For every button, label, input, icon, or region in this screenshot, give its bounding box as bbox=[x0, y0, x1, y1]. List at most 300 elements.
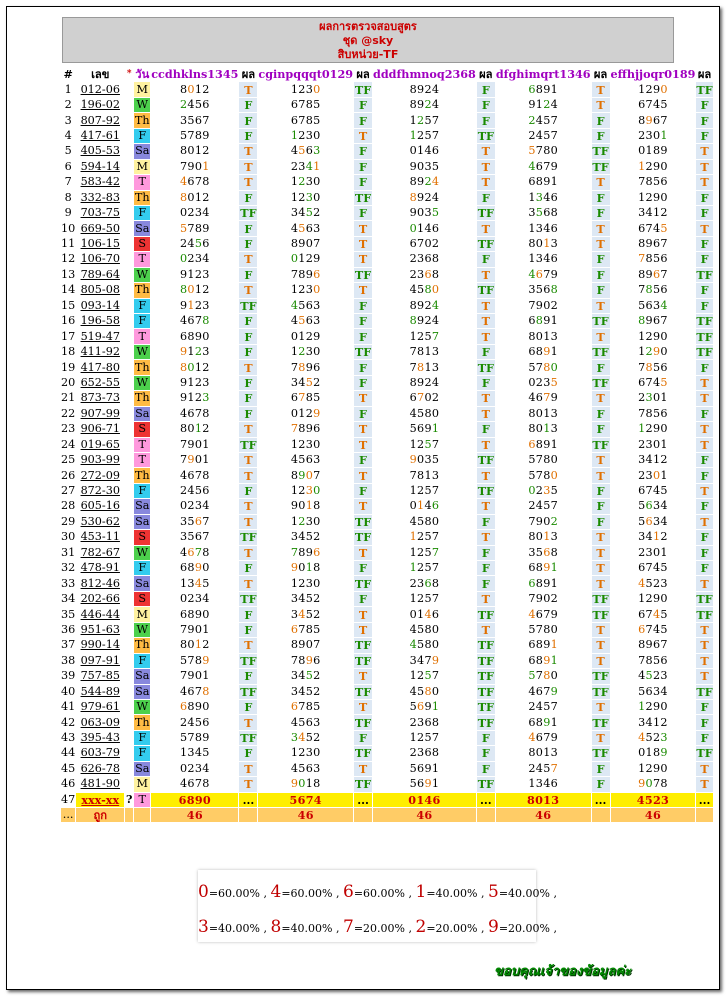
row-day: S bbox=[134, 422, 150, 436]
formula-digits: 0146 bbox=[373, 607, 476, 621]
formula-digits: 9123 bbox=[151, 391, 238, 405]
formula-digits: 8967 bbox=[611, 113, 696, 127]
formula-digits: 8924 bbox=[373, 98, 476, 112]
row-number: 605-16 bbox=[76, 499, 124, 513]
formula-result: T bbox=[592, 82, 610, 96]
row-mark bbox=[125, 623, 133, 637]
formula-result: F bbox=[354, 175, 372, 189]
row-number: 478-91 bbox=[76, 561, 124, 575]
col-result-1: ผล bbox=[239, 67, 257, 81]
row-day: Sa bbox=[135, 499, 150, 513]
formula-result: F bbox=[696, 546, 712, 560]
formula-result: T bbox=[239, 576, 257, 590]
formula-digits: 6745 bbox=[611, 376, 696, 390]
formula-digits: 3452 bbox=[258, 530, 353, 544]
formula-result: F bbox=[696, 206, 712, 220]
formula-digits: 8907 bbox=[258, 468, 353, 482]
formula-digits: 4580 bbox=[373, 283, 476, 297]
formula-digits: 1230 bbox=[258, 515, 353, 529]
formula-result: F bbox=[239, 237, 257, 251]
formula-result: F bbox=[592, 422, 610, 436]
formula-digits: 7902 bbox=[496, 515, 591, 529]
formula-result: T bbox=[354, 499, 372, 513]
formula-digits: 1346 bbox=[496, 191, 591, 205]
formula-digits: 5691 bbox=[373, 777, 476, 791]
formula-result: TF bbox=[592, 437, 609, 452]
formula-result: F bbox=[592, 360, 610, 374]
formula-result: T bbox=[354, 762, 372, 776]
stat-separator: , bbox=[477, 922, 488, 935]
formula-result: TF bbox=[354, 530, 372, 545]
col-day: วัน bbox=[135, 67, 150, 82]
formula-digits: 4580 bbox=[373, 407, 476, 421]
stat-percent: =20.00% bbox=[426, 922, 478, 935]
row-number: 332-83 bbox=[76, 191, 124, 205]
table-row bbox=[61, 299, 713, 313]
row-day: Sa bbox=[135, 514, 150, 528]
formula-digits: 9018 bbox=[258, 777, 353, 791]
stat-percent: =60.00% bbox=[353, 887, 405, 900]
formula-result: T bbox=[354, 221, 372, 235]
row-index: 15 bbox=[61, 298, 76, 312]
formula-digits: 1346 bbox=[496, 777, 591, 791]
formula-result: F bbox=[354, 98, 372, 112]
row-day: Th bbox=[134, 468, 150, 482]
formula-digits: 8013 bbox=[496, 746, 591, 760]
formula-result: TF bbox=[477, 607, 494, 622]
row-mark bbox=[125, 299, 133, 313]
stat-separator: , bbox=[550, 887, 557, 900]
row-day: Sa bbox=[135, 684, 150, 698]
formula-digits: 2457 bbox=[496, 113, 591, 127]
formula-digits: 4678 bbox=[151, 314, 238, 328]
formula-digits: 8924 bbox=[373, 376, 476, 390]
formula-result: TF bbox=[477, 128, 494, 143]
formula-result: T bbox=[592, 453, 610, 467]
stat-separator: , bbox=[260, 922, 271, 935]
formula-result: F bbox=[696, 252, 712, 266]
summary-count: 46 bbox=[258, 808, 353, 822]
formula-result: TF bbox=[240, 530, 257, 545]
formula-result: F bbox=[239, 129, 257, 143]
row-number: 669-50 bbox=[76, 221, 124, 235]
row-index: 22 bbox=[61, 406, 76, 420]
formula-result: TF bbox=[592, 144, 609, 159]
formula-result: T bbox=[239, 715, 257, 729]
formula-result: F bbox=[239, 191, 257, 205]
row-mark bbox=[125, 283, 133, 297]
formula-result: T bbox=[696, 777, 712, 791]
formula-result: F bbox=[696, 407, 712, 421]
formula-digits: 5634 bbox=[611, 685, 696, 699]
table-row bbox=[61, 345, 713, 359]
row-index: 10 bbox=[61, 221, 76, 235]
row-day: Th bbox=[134, 360, 150, 374]
row-index: 43 bbox=[61, 731, 76, 745]
formula-result: F bbox=[239, 700, 257, 714]
formula-result: T bbox=[696, 654, 712, 668]
formula-digits: 4563 bbox=[258, 221, 353, 235]
row-number: 594-14 bbox=[76, 160, 124, 174]
formula-result: TF bbox=[477, 638, 494, 653]
formula-result: T bbox=[592, 329, 610, 343]
formula-digits: 4580 bbox=[373, 515, 476, 529]
formula-digits: 1257 bbox=[373, 546, 476, 560]
formula-digits: 7901 bbox=[151, 623, 238, 637]
row-mark bbox=[125, 438, 133, 452]
formula-result: TF bbox=[592, 592, 609, 607]
table-row bbox=[61, 98, 713, 112]
formula-result: T bbox=[239, 283, 257, 297]
row-index: 8 bbox=[61, 191, 75, 205]
formula-result: T bbox=[696, 669, 712, 683]
formula-result: F bbox=[239, 407, 257, 421]
row-index: 16 bbox=[61, 314, 76, 328]
row-number: 272-09 bbox=[76, 468, 124, 482]
formula-digits: 8013 bbox=[496, 422, 591, 436]
row-index: 30 bbox=[61, 530, 76, 544]
formula-result: F bbox=[592, 206, 610, 220]
formula-result: F bbox=[696, 191, 712, 205]
formula-digits: 3567 bbox=[151, 113, 238, 127]
row-day: W bbox=[134, 623, 150, 637]
row-mark bbox=[125, 515, 133, 529]
formula-result: T bbox=[477, 592, 495, 606]
formula-result: F bbox=[477, 252, 495, 266]
prediction-digits: 8013 bbox=[496, 793, 591, 807]
header-mode: สิบหน่วย-TF bbox=[337, 48, 399, 61]
row-number: 097-91 bbox=[76, 654, 124, 668]
row-mark bbox=[125, 576, 133, 590]
formula-digits: 7896 bbox=[258, 268, 353, 282]
table-row bbox=[61, 468, 713, 482]
formula-result: TF bbox=[354, 267, 372, 282]
formula-result: TF bbox=[240, 731, 257, 746]
formula-digits: 9123 bbox=[151, 345, 238, 359]
row-number: 196-58 bbox=[76, 314, 124, 328]
formula-result: F bbox=[696, 98, 712, 112]
row-number: 405-53 bbox=[76, 144, 124, 158]
row-day: S bbox=[134, 592, 150, 606]
formula-digits: 5780 bbox=[496, 669, 591, 683]
row-day: M bbox=[134, 777, 150, 791]
formula-digits: 8924 bbox=[373, 191, 476, 205]
row-day: T bbox=[134, 793, 150, 807]
formula-digits: 4563 bbox=[258, 715, 353, 729]
formula-result: TF bbox=[354, 653, 372, 668]
summary-first: ... bbox=[62, 808, 74, 822]
formula-result: T bbox=[477, 175, 495, 189]
header-set: ชุด @sky bbox=[342, 34, 394, 47]
formula-digits: 2456 bbox=[151, 98, 238, 112]
row-mark bbox=[125, 82, 133, 96]
row-day: W bbox=[134, 376, 150, 390]
table-row bbox=[61, 407, 713, 421]
formula-digits: 1346 bbox=[496, 221, 591, 235]
row-index: 37 bbox=[61, 638, 76, 652]
stat-percent: =40.00% bbox=[426, 887, 478, 900]
formula-result: T bbox=[354, 391, 372, 405]
table-row bbox=[61, 129, 713, 143]
table-row bbox=[61, 237, 713, 251]
row-day: M bbox=[134, 607, 150, 621]
table-row bbox=[61, 206, 713, 220]
formula-digits: 2457 bbox=[496, 499, 591, 513]
formula-digits: 6785 bbox=[258, 98, 353, 112]
formula-result: F bbox=[477, 515, 495, 529]
row-number: 583-42 bbox=[76, 175, 124, 189]
table-row bbox=[61, 191, 713, 205]
formula-digits: 8924 bbox=[373, 175, 476, 189]
summary-blank bbox=[592, 808, 610, 822]
formula-result: T bbox=[696, 391, 712, 405]
row-number: 063-09 bbox=[76, 715, 124, 729]
results-table bbox=[60, 66, 714, 823]
formula-result: TF bbox=[477, 484, 494, 499]
formula-digits: 1257 bbox=[373, 129, 476, 143]
formula-result: F bbox=[696, 283, 712, 297]
stat-separator: , bbox=[405, 922, 416, 935]
row-day: M bbox=[134, 160, 150, 174]
row-number: 603-79 bbox=[76, 746, 124, 760]
row-number: 872-30 bbox=[76, 484, 124, 498]
table-row bbox=[61, 762, 713, 776]
formula-digits: 4580 bbox=[373, 623, 476, 637]
row-number: 544-89 bbox=[76, 685, 124, 699]
formula-result: F bbox=[696, 468, 712, 482]
formula-digits: 4678 bbox=[151, 685, 238, 699]
formula-digits: 6890 bbox=[151, 700, 238, 714]
row-day: T bbox=[134, 329, 150, 343]
formula-result: T bbox=[592, 391, 610, 405]
formula-result: T bbox=[696, 623, 712, 637]
formula-result: T bbox=[696, 221, 712, 235]
row-index: 3 bbox=[61, 113, 75, 127]
formula-result: F bbox=[354, 592, 372, 606]
prediction-result: ... bbox=[354, 793, 372, 807]
row-mark bbox=[125, 731, 133, 745]
formula-digits: 5789 bbox=[151, 129, 238, 143]
formula-result: T bbox=[696, 762, 712, 776]
row-mark bbox=[125, 638, 133, 652]
formula-digits: 1257 bbox=[373, 669, 476, 683]
table-row bbox=[61, 685, 713, 699]
row-mark bbox=[125, 685, 133, 699]
formula-result: F bbox=[696, 129, 712, 143]
formula-digits: 9123 bbox=[151, 376, 238, 390]
formula-result: F bbox=[239, 329, 257, 343]
formula-digits: 5691 bbox=[373, 762, 476, 776]
formula-result: TF bbox=[354, 746, 372, 761]
formula-digits: 3452 bbox=[258, 206, 353, 220]
formula-result: F bbox=[477, 561, 495, 575]
formula-digits: 0129 bbox=[258, 407, 353, 421]
formula-result: T bbox=[592, 731, 610, 745]
formula-result: TF bbox=[592, 746, 609, 761]
row-day: T bbox=[134, 252, 150, 266]
row-mark bbox=[125, 669, 133, 683]
row-mark bbox=[125, 468, 133, 482]
prediction-result: ... bbox=[592, 793, 610, 807]
summary-blank bbox=[134, 808, 150, 822]
row-number: 805-08 bbox=[76, 283, 124, 297]
row-number: 757-85 bbox=[76, 669, 124, 683]
formula-digits: 4678 bbox=[151, 777, 238, 791]
formula-digits: 2456 bbox=[151, 484, 238, 498]
row-day: T bbox=[134, 453, 150, 467]
digit-stats-panel bbox=[198, 870, 557, 942]
formula-digits: 4678 bbox=[151, 175, 238, 189]
formula-digits: 2341 bbox=[258, 160, 353, 174]
row-mark bbox=[125, 407, 133, 421]
formula-result: T bbox=[239, 252, 257, 266]
formula-digits: 7856 bbox=[611, 283, 696, 297]
formula-digits: 6891 bbox=[496, 175, 591, 189]
row-number: 395-43 bbox=[76, 731, 124, 745]
row-day: W bbox=[134, 98, 150, 112]
formula-digits: 1290 bbox=[611, 592, 696, 606]
row-index: 4 bbox=[61, 129, 75, 143]
formula-result: T bbox=[592, 237, 610, 251]
formula-result: TF bbox=[592, 684, 609, 699]
row-index: 11 bbox=[61, 237, 76, 251]
formula-result: F bbox=[239, 746, 257, 760]
formula-digits: 4580 bbox=[373, 638, 476, 652]
formula-result: TF bbox=[354, 684, 372, 699]
row-mark bbox=[125, 160, 133, 174]
formula-result: TF bbox=[354, 777, 372, 792]
row-index: 17 bbox=[61, 329, 76, 343]
formula-digits: 9035 bbox=[373, 206, 476, 220]
formula-digits: 6702 bbox=[373, 237, 476, 251]
table-row bbox=[61, 546, 713, 560]
row-number: 453-11 bbox=[76, 530, 124, 544]
formula-digits: 3452 bbox=[258, 607, 353, 621]
formula-result: T bbox=[239, 499, 257, 513]
formula-digits: 1257 bbox=[373, 329, 476, 343]
row-index: 38 bbox=[61, 653, 76, 667]
formula-result: F bbox=[477, 546, 495, 560]
row-index: 31 bbox=[61, 545, 76, 559]
formula-digits: 6890 bbox=[151, 607, 238, 621]
stat-digit: 6 bbox=[343, 882, 354, 902]
row-mark bbox=[125, 762, 133, 776]
formula-digits: 3412 bbox=[611, 206, 696, 220]
row-index: 45 bbox=[61, 761, 76, 775]
formula-result: TF bbox=[477, 777, 494, 792]
formula-result: TF bbox=[240, 592, 257, 607]
formula-result: T bbox=[696, 638, 712, 652]
formula-digits: 7856 bbox=[611, 360, 696, 374]
formula-digits: 6745 bbox=[611, 607, 696, 621]
table-row bbox=[61, 329, 713, 343]
formula-result: F bbox=[592, 252, 610, 266]
row-day: W bbox=[134, 700, 150, 714]
report-header bbox=[62, 17, 674, 63]
formula-digits: 1257 bbox=[373, 731, 476, 745]
formula-digits: 8012 bbox=[151, 191, 238, 205]
row-index: 39 bbox=[61, 669, 76, 683]
formula-digits: 0146 bbox=[373, 221, 476, 235]
formula-result: F bbox=[696, 360, 712, 374]
row-day: Th bbox=[134, 283, 150, 297]
row-number: 411-92 bbox=[76, 345, 124, 359]
table-row bbox=[61, 515, 713, 529]
formula-result: T bbox=[592, 98, 610, 112]
formula-result: T bbox=[592, 175, 610, 189]
formula-digits: 1230 bbox=[258, 191, 353, 205]
formula-result: TF bbox=[354, 190, 372, 205]
formula-result: TF bbox=[477, 715, 494, 730]
formula-digits: 7901 bbox=[151, 160, 238, 174]
formula-digits: 5780 bbox=[496, 453, 591, 467]
row-mark bbox=[125, 98, 133, 112]
row-day: Th bbox=[134, 638, 150, 652]
formula-result: T bbox=[696, 376, 712, 390]
formula-result: T bbox=[477, 407, 495, 421]
formula-digits: 6891 bbox=[496, 638, 591, 652]
row-number: 196-02 bbox=[76, 98, 124, 112]
formula-result: TF bbox=[477, 206, 494, 221]
formula-result: T bbox=[592, 576, 610, 590]
formula-result: T bbox=[592, 221, 610, 235]
row-index: 40 bbox=[61, 684, 76, 698]
formula-digits: 3452 bbox=[258, 685, 353, 699]
summary-count: 46 bbox=[496, 808, 591, 822]
row-day: T bbox=[134, 438, 150, 452]
formula-digits: 0235 bbox=[496, 376, 591, 390]
formula-digits: 8013 bbox=[496, 407, 591, 421]
formula-digits: 1230 bbox=[258, 129, 353, 143]
formula-digits: 1290 bbox=[611, 82, 696, 96]
stat-percent: =40.00% bbox=[208, 922, 260, 935]
prediction-digits: 5674 bbox=[258, 793, 353, 807]
formula-result: T bbox=[592, 546, 610, 560]
formula-result: T bbox=[592, 638, 610, 652]
formula-result: F bbox=[239, 669, 257, 683]
row-number: 951-63 bbox=[76, 623, 124, 637]
formula-digits: 1257 bbox=[373, 484, 476, 498]
table-row bbox=[61, 746, 713, 760]
formula-result: T bbox=[592, 299, 610, 313]
formula-result: T bbox=[477, 144, 495, 158]
formula-digits: 8012 bbox=[151, 144, 238, 158]
formula-digits: 3412 bbox=[611, 530, 696, 544]
formula-digits: 4679 bbox=[496, 731, 591, 745]
formula-digits: 1290 bbox=[611, 762, 696, 776]
formula-digits: 6891 bbox=[496, 654, 591, 668]
formula-result: T bbox=[239, 546, 257, 560]
formula-digits: 5691 bbox=[373, 700, 476, 714]
formula-result: F bbox=[239, 314, 257, 328]
formula-digits: 4679 bbox=[496, 391, 591, 405]
formula-result: T bbox=[354, 607, 372, 621]
stat-digit: 3 bbox=[198, 917, 209, 937]
formula-digits: 8967 bbox=[611, 638, 696, 652]
formula-digits: 5634 bbox=[611, 299, 696, 313]
formula-result: TF bbox=[696, 82, 713, 97]
formula-result: TF bbox=[354, 576, 372, 591]
formula-digits: 3452 bbox=[258, 669, 353, 683]
formula-digits: 8967 bbox=[611, 314, 696, 328]
row-number: 652-55 bbox=[76, 376, 124, 390]
formula-digits: 9078 bbox=[611, 777, 696, 791]
formula-digits: 1345 bbox=[151, 576, 238, 590]
table-row bbox=[61, 530, 713, 544]
formula-digits: 9123 bbox=[151, 299, 238, 313]
formula-result: T bbox=[477, 530, 495, 544]
col-result-4: ผล bbox=[592, 67, 610, 81]
